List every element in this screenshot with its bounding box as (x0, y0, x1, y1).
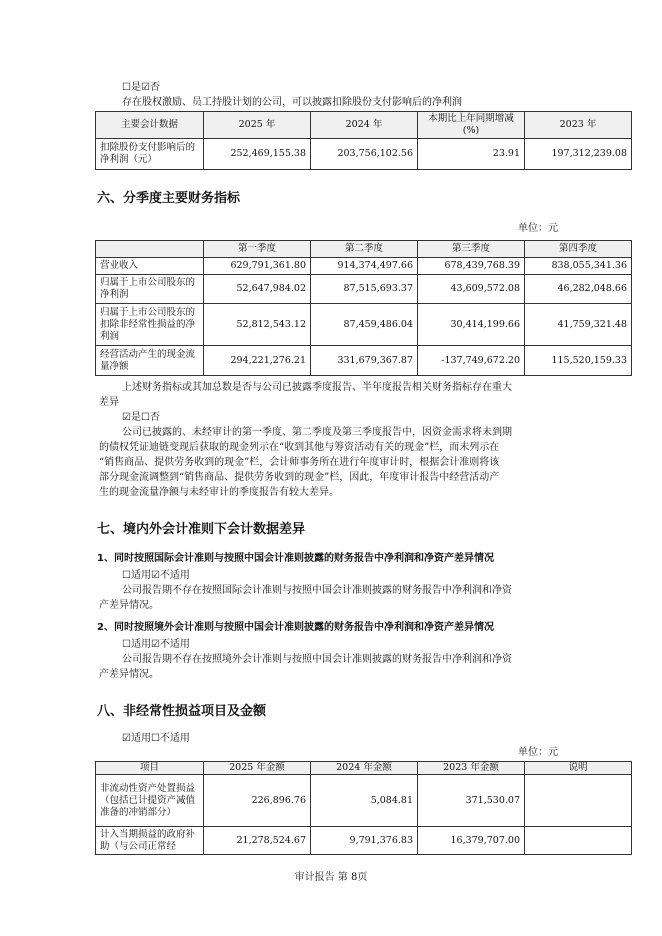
table-header-row: 主要会计数据 2025 年 2024 年 本期比上年同期增减 (%) 2023 年 (96, 112, 632, 139)
section7-sub1-text2: 产差异情况。 (99, 600, 159, 611)
non-recurring-table (95, 761, 632, 855)
section8-checkbox: ☑适用☐不适用 (122, 733, 190, 744)
quarterly-explanation: 公司已披露的、未经审计的第一季度、第二季度及第三季度报告中，因资金需求将未到期 的债权凭证迪链变现后获取的现金列示在“收到其他与筹资活动有关的现金”栏，而未列示在 “销售商品、提供劳务收到的现金”栏，会计师事务所在进行年度审计时，根据会计准则将该 部分现金流调整到“销售商品、提供劳务收到的现金”栏，因此，年度审计报告中经营活动产 生的现金流量净额与未经审计的季度报告有较大差异。 (99, 427, 512, 498)
table-row: 计入当期损益的政府补助（与公司正常经 21,278,524.67 9,791,376.83 16,379,707.00 (96, 827, 632, 855)
table-row: 归属于上市公司股东的扣除非经常性损益的净利润 52,812,543.12 87,459,486.04 30,414,199.66 41,759,321.48 (96, 304, 632, 346)
section7-sub2-text2: 产差异情况。 (99, 669, 159, 680)
section6-title: 六、分季度主要财务指标 (97, 191, 241, 206)
section7-sub1-checkbox: ☐适用☑不适用 (122, 570, 190, 581)
section7-title: 七、境内外会计准则下会计数据差异 (97, 522, 306, 537)
share-payment-checkbox-line: ☐是☑否 (122, 82, 160, 93)
section6-unit: 单位：元 (518, 223, 558, 234)
section7-sub2-text1: 公司报告期不存在按照境外会计准则与按照中国会计准则披露的财务报告中净利润和净资 (122, 654, 512, 665)
section7-sub2-title: 2、同时按照境外会计准则与按照中国会计准则披露的财务报告中净利润和净资产差异情况 (97, 622, 494, 633)
table-row: 扣除股份支付影响后的净利润（元） 252,469,155.38 203,756,102.56 23.91 197,312,239.08 (96, 139, 632, 170)
quarterly-checkbox: ☑是☐否 (122, 412, 160, 423)
table-row: 归属于上市公司股东的净利润 52,647,984.02 87,515,693.37 43,609,572.08 46,282,048.66 (96, 275, 632, 304)
table-row: 非流动性资产处置损益（包括已计提资产减值准备的冲销部分） 226,896.76 5,084.81 371,530.07 (96, 775, 632, 827)
share-payment-intro: 存在股权激励、员工持股计划的公司，可以披露扣除股份支付影响后的净利润 (122, 97, 462, 108)
section7-sub2-checkbox: ☐适用☑不适用 (122, 639, 190, 650)
quarterly-table (95, 240, 632, 376)
section7-sub1-text1: 公司报告期不存在按照国际会计准则与按照中国会计准则披露的财务报告中净利润和净资 (122, 585, 512, 596)
section7-sub1-title: 1、同时按照国际会计准则与按照中国会计准则披露的财务报告中净利润和净资产差异情况 (97, 553, 494, 564)
quarterly-note-line2: 差异 (99, 397, 119, 408)
table-row: 营业收入 629,791,361.80 914,374,497.66 678,439,768.39 838,055,341.36 (96, 258, 632, 275)
page-footer: 审计报告 第 8页 (294, 872, 368, 883)
section8-title: 八、非经常性损益项目及金额 (97, 704, 267, 719)
section8-unit: 单位：元 (518, 747, 558, 758)
share-payment-table (95, 111, 632, 170)
table-header-row: 项目 2025 年金额 2024 年金额 2023 年金额 说明 (96, 762, 632, 775)
table-row: 经营活动产生的现金流量净额 294,221,276.21 331,679,367.87 -137,749,672.20 115,520,159.33 (96, 346, 632, 376)
quarterly-note-line1: 上述财务指标或其加总数是否与公司已披露季度报告、半年度报告相关财务指标存在重大 (122, 382, 512, 393)
table-header-row: 第一季度 第二季度 第三季度 第四季度 (96, 241, 632, 258)
